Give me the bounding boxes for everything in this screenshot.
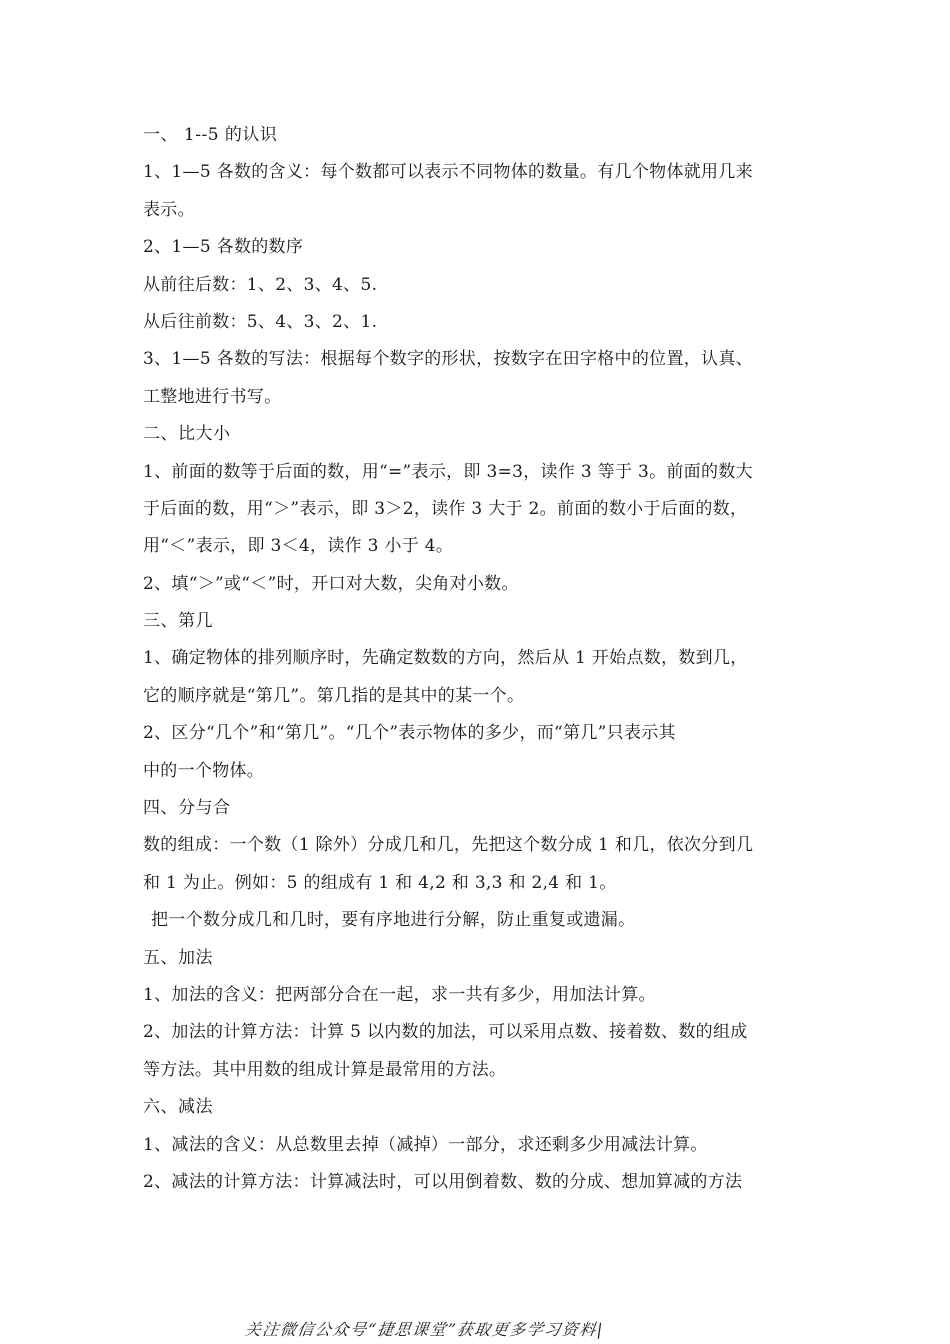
paragraph-line: 1、减法的含义：从总数里去掉（减掉）一部分，求还剩多少用减法计算。	[143, 1134, 708, 1155]
paragraph-line: 于后面的数，用“＞”表示，即 3＞2，读作 3 大于 2。前面的数小于后面的数，	[143, 498, 748, 519]
paragraph-line: 2、加法的计算方法：计算 5 以内数的加法，可以采用点数、接着数、数的组成	[143, 1022, 748, 1043]
paragraph-line: 2、区分“几个”和“第几”。“几个”表示物体的多少，而“第几”只表示其	[143, 723, 676, 744]
paragraph-line: 和 1 为止。例如：5 的组成有 1 和 4,2 和 3,3 和 2,4 和 1。	[143, 872, 617, 893]
paragraph-line: 中的一个物体。	[143, 760, 265, 781]
section-heading-5: 五、加法	[143, 947, 213, 968]
section-heading-6: 六、减法	[143, 1097, 213, 1118]
document-body	[143, 117, 811, 1201]
paragraph-line: 数的组成：一个数（1 除外）分成几和几，先把这个数分成 1 和几，依次分到几	[143, 835, 754, 856]
paragraph-line: 1、前面的数等于后面的数，用“=”表示，即 3=3，读作 3 等于 3。前面的数大	[143, 461, 753, 482]
paragraph-line: 1、加法的含义：把两部分合在一起，求一共有多少，用加法计算。	[143, 984, 656, 1005]
section-heading-4: 四、分与合	[143, 798, 231, 819]
section-heading-2: 二、比大小	[143, 424, 231, 445]
paragraph-line: 3、1—5 各数的写法：根据每个数字的形状，按数字在田字格中的位置，认真、	[143, 349, 753, 370]
paragraph-line: 2、填“＞”或“＜”时，开口对大数，尖角对小数。	[143, 573, 519, 594]
paragraph-line: 从前往后数：1、2、3、4、5.	[143, 274, 378, 295]
paragraph-line: 表示。	[143, 199, 195, 220]
paragraph-line: 2、1—5 各数的数序	[143, 237, 304, 258]
paragraph-line: 它的顺序就是“第几”。第几指的是其中的某一个。	[143, 685, 525, 706]
paragraph-line: 1、1—5 各数的含义：每个数都可以表示不同物体的数量。有几个物体就用几来	[143, 162, 753, 183]
paragraph-line: 把一个数分成几和几时，要有序地进行分解，防止重复或遗漏。	[151, 910, 636, 931]
paragraph-line: 等方法。其中用数的组成计算是最常用的方法。	[143, 1059, 507, 1080]
paragraph-line: 用“＜”表示，即 3＜4，读作 3 小于 4。	[143, 536, 454, 557]
paragraph-line: 工整地进行书写。	[143, 386, 282, 407]
footer-watermark: 关注微信公众号“捷思课堂”获取更多学习资料|	[243, 1320, 606, 1339]
paragraph-line: 从后往前数：5、4、3、2、1.	[143, 311, 378, 332]
section-heading-1: 一、 1--5 的认识	[143, 125, 278, 145]
section-heading-3: 三、第几	[143, 611, 213, 632]
paragraph-line: 2、减法的计算方法：计算减法时，可以用倒着数、数的分成、想加算减的方法	[143, 1171, 743, 1192]
paragraph-line: 1、确定物体的排列顺序时，先确定数数的方向，然后从 1 开始点数，数到几，	[143, 648, 748, 669]
